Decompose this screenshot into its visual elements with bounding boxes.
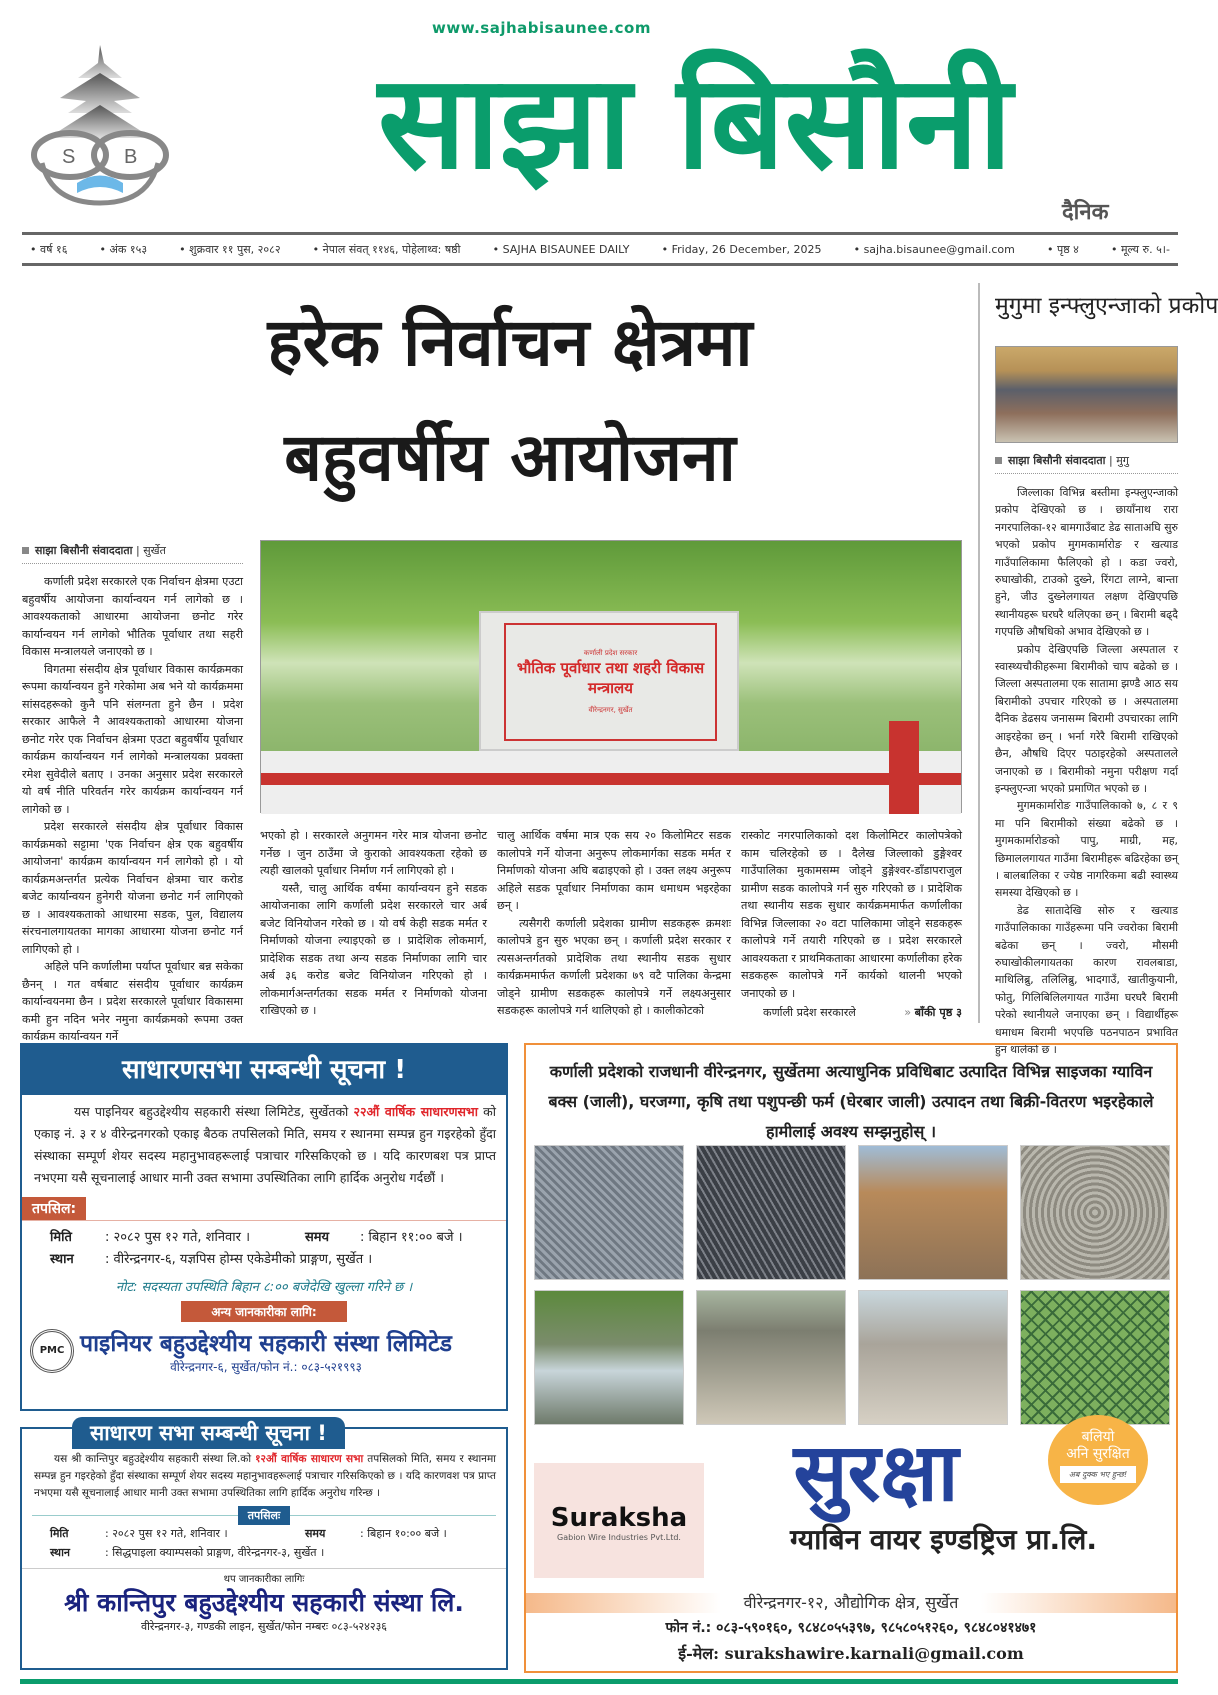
bullet-square-icon (995, 457, 1002, 464)
paragraph: कर्णाली प्रदेश सरकारले एक निर्वाचन क्षेत्रमा एउटा बहुवर्षीय आयोजना कार्यान्वयन गर्न लागेको छ । आवश्यकताको आधारमा आयोजना छनोट गरेर कार्यान्वयन गर्न लागेको भौतिक पूर्वाधार तथा सहरी विकास मन्त्रालयले जनाएको छ । (22, 575, 243, 658)
org-name: पाइनियर बहुउद्देश्यीय सहकारी संस्था लिमिटेड (80, 1331, 452, 1357)
label: स्थान (50, 1252, 74, 1267)
logo-letter-s: S (62, 146, 76, 168)
slogan-badge (1048, 1415, 1148, 1505)
more-info-tag: अन्य जानकारीका लागि: (181, 1301, 346, 1322)
byline-place: सुर्खेत (143, 544, 166, 557)
byline-author: साझा बिसौनी संवाददाता (35, 544, 133, 557)
ad-title: साधारणसभा सम्बन्धी सूचना ! (22, 1045, 506, 1095)
continued-link[interactable] (904, 1004, 962, 1023)
paragraph: विगतमा संसदीय क्षेत्र पूर्वाधार विकास कार्यक्रमका रूपमा कार्यान्वयन हुने गरेकोमा अब भने यो कार्यक्रममा सांसदहरूको कुनै पनि संलग्नता हुने छैन । प्रदेश सरकार आफैले नै आवश्यकताको आधारमा योजना छनोट गरेर एक निर्वाचन क्षेत्रमा एउटा बहुवर्षीय पूर्वाधार कार्यक्रम कार्यान्वयन गर्न लागेको मन्त्रालयका प्रवक्ता रमेश सुवेदीले बताए । उनका अनुसार प्रदेश सरकारले यो वर्ष नीति परिवर्तन गरेर कार्यक्रम कार्यान्वयन गर्न लागेको छ । (22, 662, 243, 816)
paragraph: जिल्लाका विभिन्न बस्तीमा इन्फ्लुएन्जाको प्रकोप देखिएको छ । छायाँनाथ रारा नगरपालिका-१२ बामगाउँबाट डेढ साताअघि सुरु भएको प्रकोप मुगमकार्मारोङ र खत्याड गाउँपालिकामा फैलिएको हो । कडा ज्वरो, रुघाखोकी, टाउको दुख्ने, रिंगटा लाग्ने, बान्ता हुने, जीउ दुख्नेलगायत लक्षण देखिएपछि स्थानीयहरू घरघरै थलिएका छन् । बिरामी बढ्दै गएपछि औषधिको अभाव देखिएको छ । (995, 486, 1178, 639)
label: समय (305, 1230, 330, 1245)
ad-text: यस श्री कान्तिपुर बहुउद्देश्यीय सहकारी संस्था लि.को (54, 1453, 256, 1465)
paragraph: कर्णाली प्रदेश सरकारले (763, 1006, 856, 1019)
suraksha-logo (534, 1463, 704, 1578)
paragraph: अहिले पनि कर्णालीमा पर्याप्त पूर्वाधार बन्न सकेका छैनन् । गत वर्षबाट संसदीय पूर्वाधार कार्यक्रम कार्यान्वयनमा छैन । प्रदेश सरकारले पूर्वाधार विकासमा कमी हुन नदिन भनेर नमुना कार्यक्रमको रूपमा उक्त कार्यक्रम कार्यान्वयन गर्ने (22, 960, 243, 1043)
boundary-wall (261, 751, 961, 814)
side-story-title: मुगुमा इन्फ्लुएन्जाको प्रकोप (995, 293, 1218, 319)
masthead-subtitle: दैनिक (1062, 200, 1109, 225)
ad-suraksha-gabion (524, 1043, 1178, 1673)
main-byline: साझा बिसौनी संवाददाता | सुर्खेत (22, 543, 243, 564)
company-name: ग्याबिन वायर इण्डष्ट्रिज प्रा.लि. (790, 1523, 1097, 1556)
logo-subtitle: Gabion Wire Industries Pvt.Ltd. (557, 1533, 681, 1542)
masthead-title: साझा बिसौनी (377, 46, 1013, 198)
product-photo (534, 1145, 684, 1280)
ad-text: को एकाइ नं. ३ र ४ वीरेन्द्रनगरको एकाइ बैठक तपसिलको मिति, समय र स्थानमा सम्पन्न हुन गइरहेको हुँदा संस्थाका सम्पूर्ण शेयर सदस्य महानुभावहरूलाई पत्राचार गरिसकिएको छ । यदि कारणबश पत्र प्राप्त नभएमा यसै सूचनालाई आधार मानी उक्त सभामा उपस्थितिका लागि हार्दिक अनुरोध गर्दछौं । (34, 1104, 497, 1185)
byline-author: साझा बिसौनी संवाददाता (1008, 454, 1106, 467)
article-column-1 (22, 573, 243, 1043)
double-chevron-icon: » (904, 1006, 915, 1019)
place-row (22, 1247, 506, 1269)
article-column-2 (260, 827, 487, 1023)
website-url[interactable]: www.sajhabisaunee.com (432, 19, 651, 37)
column-divider (978, 283, 980, 1023)
gate-pillar (889, 721, 919, 814)
product-photo-grid (534, 1145, 1170, 1425)
company-email[interactable]: ई-मेल: surakshawire.karnali@gmail.com (678, 1644, 1024, 1663)
more-info-label: थप जानकारीका लागिः (22, 1568, 506, 1585)
ad-intro: कर्णाली प्रदेशको राजधानी वीरेन्द्रनगर, सुर्खेतमा अत्याधुनिक प्रविधिबाट उत्पादित विभिन्न साइजका ग्याविन बक्स (जाली), घरजग्गा, कृषि तथा पशुपन्छी फर्म (घेरबार जाली) उत्पादन तथा बिक्री-वितरण भइरहेकाले हामीलाई अवश्य सम्झनुहोस् । (548, 1062, 1154, 1141)
company-phone[interactable]: फोन नं.: ०८३-५९०१६०, ९८४८०५५३९७, ९८५८०५१२६०, ९८४८०४१४७१ (665, 1620, 1037, 1636)
ad-highlight: २२औं वार्षिक साधारणसभा (353, 1104, 478, 1119)
page-number: • पृष्ठ ४ (1047, 242, 1079, 257)
ad-title: साधारण सभा सम्बन्धी सूचना ! (72, 1417, 345, 1449)
date-nepal-sambat: • नेपाल संवत् ११४६, पोहेलाथ्व: षष्ठी (313, 242, 461, 257)
bottom-rule (20, 1679, 1178, 1684)
value: : बिहान १०:०० बजे । (360, 1527, 447, 1540)
issue-number: • अंक १५३ (100, 242, 148, 257)
place-row (22, 1543, 506, 1562)
volume: • वर्ष १६ (30, 242, 67, 257)
company-address: वीरेन्द्रनगर-१२, औद्योगिक क्षेत्र, सुर्खेत (526, 1593, 1176, 1613)
ad-body (22, 1095, 506, 1189)
headline-line-2: बहुवर्षीय आयोजना (284, 419, 736, 496)
price: • मूल्य रु. ५।- (1111, 242, 1170, 257)
date-bs: • शुक्रवार ११ पुस, २०८२ (179, 242, 280, 257)
value: : २०८२ पुस १२ गते, शनिवार । (105, 1527, 228, 1540)
paragraph: भएको हो । सरकारले अनुगमन गरेर मात्र योजना छनोट गर्नेछ । जुन ठाउँमा जे कुराको आवश्यकता रहेको छ त्यही खालको पूर्वाधार निर्माण गर्न लागिएको हो । (260, 829, 487, 877)
headline-line-1: हरेक निर्वाचन क्षेत्रमा (267, 304, 753, 381)
paragraph: त्यसैगरी कर्णाली प्रदेशका ग्रामीण सडकहरू क्रमशः कालोपत्रे हुन सुरु भएका छन् । कर्णाली प्रदेश सरकार र त्यसअन्तर्गतको प्रादेशिक तथा स्थानीय सडक सुधार कार्यक्रममार्फत कर्णाली प्रदेशका ७९ वटै पालिका केन्द्रमा जोड्ने ग्रामीण सडकहरू कालोपत्रे गर्ने लक्ष्यअनुसार सडकहरू कालोपत्रे गर्न थालिएको हो । कालीकोटको (497, 916, 731, 1017)
org-contact: वीरेन्द्रनगर-३, गण्डकी लाइन, सुर्खेत/फोन नम्बरः ०८३-५२४२३६ (140, 1620, 388, 1633)
label: मिति (50, 1230, 72, 1245)
ad-pioneer-agm-notice (20, 1043, 508, 1411)
org-name: श्री कान्तिपुर बहुउद्देश्यीय सहकारी संस्था लि. (64, 1588, 464, 1617)
article-column-3 (497, 827, 731, 1023)
label: मिति (50, 1527, 69, 1540)
paragraph: यस्तै, चालु आर्थिक वर्षमा कार्यान्वयन हुने सडक आयोजनाका लागि कर्णाली प्रदेश सरकारले चार अर्ब बजेट विनियोजन गरेको छ । यो वर्ष केही सडक मर्मत र निर्माणको योजना ल्याइएको छ । प्रादेशिक लोकमार्ग, प्रादेशिक सडक तथा अन्य सडक निर्माणका लागि चार अर्ब ३६ करोड बजेट विनियोजन गरिएको हो । लोकमार्गअन्तर्गतका सडक मर्मत र निर्माणको योजना राखिएको छ । (260, 881, 487, 1017)
sign-place: वीरेन्द्रनगर, सुर्खेत (588, 706, 633, 714)
logo-letter-b: B (124, 146, 138, 168)
email[interactable]: • sajha.bisaunee@gmail.com (854, 243, 1015, 256)
paragraph: रास्कोट नगरपालिकाको दश किलोमिटर कालोपत्रेको काम चलिरहेको छ । दैलेख जिल्लाको डुङ्गेश्वर गाउँपालिका मुकामसम्म जोड्ने डुङ्गेश्वर-डाँडापराजुल ग्रामीण सडक कालोपत्रे गर्न सुरु गरिएको छ । प्रादेशिक तथा स्थानीय सडक सुधार कार्यक्रममार्फत कर्णालीका विभिन्न जिल्लाका २० वटा पालिकामा जोड्ने सडकहरू कालोपत्रे गर्ने तयारी गरिएको छ । प्रदेश सरकारले आवश्यकता र प्राथमिकताका आधारमा कर्णालीका हरेक सडकहरू कालोपत्रे गर्ने कार्यको थालनी भएको जनाएको छ । (741, 829, 962, 1000)
date-row (22, 1524, 506, 1543)
ad-text: यस पाइनियर बहुउद्देश्यीय सहकारी संस्था लिमिटेड, सुर्खेतको (74, 1104, 354, 1119)
paragraph: डेढ सातादेखि सोरु र खत्याड गाउँपालिकाका गाउँहरूमा पनि ज्वरोका बिरामी बढेका छन् । ज्वरो, मौसमी रुघाखोकीलगायतका कारण रावलबाडा, माथिलिब्रु, तलिलिब्रु, भादगाउँ, खातीकुयानी, फोतु, गिलिबिलिलगायत गाउँमा घरघरै बिरामी परेको स्थानीयले जनाएका छन् । विद्यार्थीहरू धमाधम बिरामी भएपछि पठनपाठन प्रभावित हुन थालेको छ । (995, 903, 1178, 1056)
product-photo (858, 1290, 1008, 1425)
ad-text: तपसिलको मिति, समय र स्थानमा सम्पन्न हुन गइरहेको हुँदा संस्थाका सम्पूर्ण शेयर सदस्य महानुभावहरूलाई पत्राचार गरिसकिएको छ । यदि कारणवश पत्र प्राप्त नभएमा यसै सूचनालाई आधार मानी उक्त सभामा उपस्थितिका लागि हार्दिक अनुरोध गरिन्छ । (34, 1453, 496, 1499)
logo-name: Suraksha (550, 1503, 688, 1533)
product-photo (858, 1145, 1008, 1280)
article-column-4 (741, 827, 962, 1002)
value: : सिद्धपाइला क्याम्पसको प्राङ्गण, वीरेन्द्रनगर-३, सुर्खेत । (105, 1546, 325, 1559)
paragraph: प्रदेश सरकारले संसदीय क्षेत्र पूर्वाधार विकास कार्यक्रमको सट्टामा 'एक निर्वाचन क्षेत्र एक बहुवर्षीय आयोजना' कार्यक्रम कार्यान्वयन गर्न लागेको हो । यो कार्यक्रमअन्तर्गत प्रत्येक निर्वाचन क्षेत्रमा चार करोड बजेट कार्यान्वयन हुनेगरी योजना छनोट गर्न लागिएको छ । आवश्यकताको आधारमा सडक, पुल, विद्यालय संरचनालगायतका मागका आधारमा योजना छनोट गर्न लागिएको हो । (22, 820, 243, 956)
value: : २०८२ पुस १२ गते, शनिवार । (105, 1230, 251, 1245)
value: : बिहान ११:०० बजे । (360, 1230, 463, 1245)
paragraph: चालु आर्थिक वर्षमा मात्र एक सय २० किलोमिटर सडक कालोपत्रे गर्ने योजना अनुरूप लोकमार्गका सडक मर्मत र निर्माणको योजना अघि बढाइएको हो । उक्त लक्ष्य अनुरूप अहिले सडक पूर्वाधार निर्माणका काम धमाधम भइरहेका छन् । (497, 829, 731, 912)
pmc-seal: PMC (30, 1329, 74, 1373)
ministry-signboard (479, 611, 739, 751)
label: स्थान (50, 1546, 71, 1559)
ad-highlight: १२औं वार्षिक साधारण सभा (255, 1453, 364, 1465)
label: समय (305, 1527, 326, 1540)
date-ad: • Friday, 26 December, 2025 (662, 243, 822, 256)
newspaper-logo (22, 43, 178, 205)
byline-place: मुगु (1116, 454, 1130, 467)
sign-small-text: कर्णाली प्रदेश सरकार (583, 649, 638, 657)
paper-name-en: • SAJHA BISAUNEE DAILY (493, 243, 630, 256)
side-story-photo (995, 346, 1178, 443)
org-contact: वीरेन्द्रनगर-६, सुर्खेत/फोन नं.: ०८३-५२१९९३ (170, 1360, 362, 1374)
product-photo (696, 1290, 846, 1425)
product-photo (534, 1290, 684, 1425)
continuation-line (741, 1004, 962, 1023)
badge-line: बलियो (1081, 1429, 1115, 1445)
ad-kantipur-agm-notice (20, 1421, 508, 1670)
schedule-tag: तपसिल: (22, 1197, 86, 1220)
paragraph: मुगमकार्मारोङ गाउँपालिकाको ७, ८ र ९ मा पनि बिरामीको संख्या बढेको छ । मुगमकार्मारोङको पापु, माग्री, मह, छिमाललगायत गाउँमा बिरामीहरू बढिरहेका छन् । बालबालिका र ज्येष्ठ नागरिकमा बढी स्वास्थ्य समस्या देखिएको छ । (995, 799, 1178, 900)
side-story-body (995, 484, 1178, 1056)
brand-name: सुरक्षा (793, 1426, 959, 1519)
paragraph: प्रकोप देखिएपछि जिल्ला अस्पताल र स्वास्थ्यचौकीहरूमा बिरामीको चाप बढेको छ । जिल्ला अस्पतालमा एक सातामा झण्डै आठ सय बिरामीको उपचार गरिएको छ । अस्पतालमा दैनिक डेढसय जनासम्म बिरामी उपचारका लागि आइरहेका छन् । भर्ना गरेरै बिरामी राखिएको छैन, औषधि दिएर पठाइरहेको अस्पतालले जनाएको छ । बिरामीको नमुना परीक्षण गर्दा इन्फ्लुएन्जा भएको प्रमाणित भएको छ । (995, 642, 1178, 795)
product-photo (1020, 1290, 1170, 1425)
article-photo-ministry-sign (260, 540, 962, 813)
continued-text: बाँकी पृष्ठ ३ (914, 1006, 962, 1019)
product-photo (696, 1145, 846, 1280)
schedule-tag: तपसिलः (238, 1506, 290, 1525)
badge-line: अनि सुरक्षित (1066, 1446, 1130, 1462)
ad-note: नोट: सदस्यता उपस्थिति बिहान ८:०० बजेदेखि खुल्ला गरिने छ । (115, 1280, 413, 1295)
badge-tagline: अब दुक्क भए हुन्छ! (1060, 1466, 1136, 1483)
sign-title: भौतिक पूर्वाधार तथा शहरी विकास मन्त्रालय (516, 659, 705, 697)
bullet-square-icon (22, 547, 29, 554)
product-photo (1020, 1145, 1170, 1280)
side-byline: साझा बिसौनी संवाददाता | मुगु (995, 453, 1178, 474)
issue-info-bar (22, 232, 1178, 266)
value: : वीरेन्द्रनगर-६, यज्ञपिस होम्स एकेडेमीको प्राङ्गण, सुर्खेत । (105, 1252, 373, 1267)
date-row (22, 1225, 506, 1247)
